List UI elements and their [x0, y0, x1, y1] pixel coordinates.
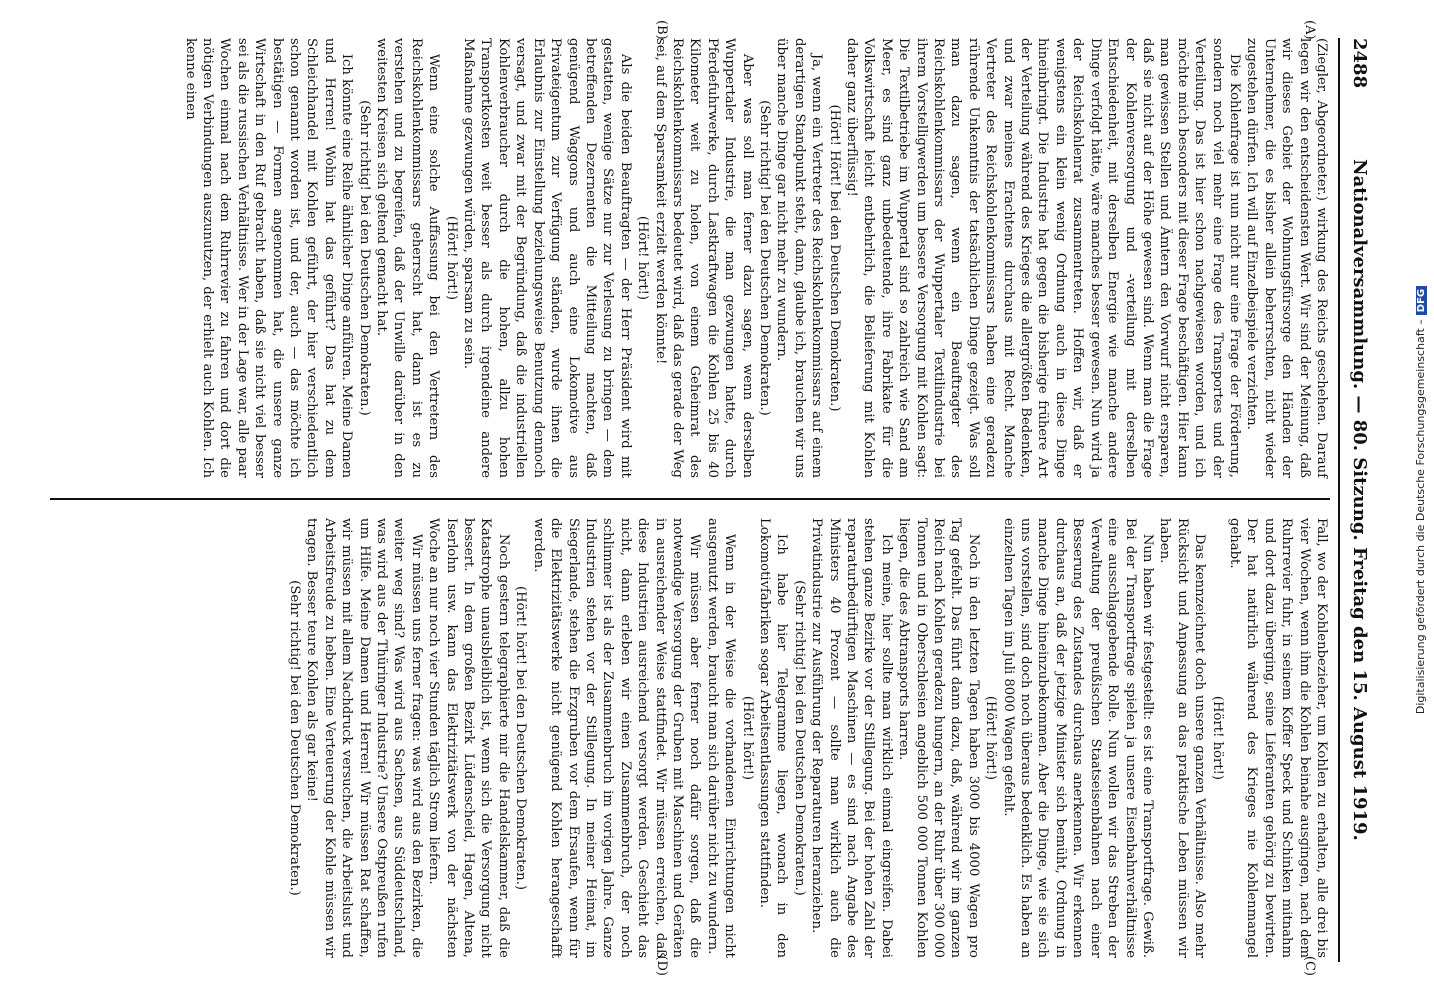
interjection: (Hört! hört!) [983, 695, 999, 781]
interjection: (Hört! Hört! bei den Deutschen Demokraten.) [826, 104, 842, 412]
paragraph: Das kennzeichnet doch unsere ganzen Verhältnisse. Also mehr Rücksicht und Anpassung an das praktische Leben müssen wir haben. [1157, 518, 1208, 958]
paragraph: Nun haben wir festgestellt: es ist eine Transportfrage. Gewiß. Bei der Transportfrage spielen ja unsere Eisenbahnverhältnisse eine ausschlaggebende Rolle. Nun wollen wir das Streben der Verwaltung der preußischen Staatseisenbahnen nach einer Besserung des Zustandes durchaus anerkennen. Wir erkennen durchaus an, daß der jetzige Minister sich bemüht, Ordnung in manche Dinge hineinzubekommen. Aber die Dinge, wie sie sich uns vorstellen, sind doch noch überaus bedenklich. Es haben an einzelnen Tagen im Juli 8000 Wagen gefehlt. [1000, 518, 1155, 958]
right-column [50, 518, 1330, 976]
digitization-note [1414, 220, 1430, 780]
paragraph: Ja, wenn ein Vertreter des Reichskohlenkommissars auf einem derartigen Standpunkt steht, dann, glaube ich, brauchen wir uns über manche Dinge gar nicht mehr zu wundern. [774, 38, 825, 478]
paragraph: (Ziegler, Abgeordneter.) wirkung des Reichs geschehen. Darauf legen wir den entscheidensten Wert. Wir sind der Meinung, daß wir dieses Gebiet der Wohnungsfürsorge den Händen der Unternehmer, die es bisher allein beherrschten, nicht wieder zugestehen dürfen. Ich will auf Einzelbeispiele verzichten. [1244, 38, 1329, 478]
interjection: (Sehr richtig! bei den Deutschen Demokraten.) [356, 100, 372, 416]
paragraph: Ich meine, hier sollte man wirklich einmal eingreifen. Dabei stehen ganze Bezirke vor der Stillegung. Bei der hohen Zahl der reparaturbedürftigen Maschinen — es sind nach Angabe des Ministers 40 Prozent — sollte man wirklich auch die Privatindustrie zur Ausführung der Reparaturen heranziehen. [809, 518, 894, 958]
interjection: (Sehr richtig! bei den Deutschen Demokraten.) [287, 580, 303, 896]
margin-marker-b: (B) [654, 20, 669, 40]
page-header [1344, 38, 1372, 962]
page-number: 2488 [1349, 38, 1370, 89]
paragraph: Als die beiden Beauftragten — der Herr Präsident wird mit gestatten, wenige Sätze nur zur Verlesung zu bringen — dem betreffenden Dezernenten die Mitteilung machten, daß genügend Waggons und auch eine Lokomotive aus Privateigentum zur Verfügung ständen, wurde ihnen die Erlaubnis zur Einstellung beziehungsweise Benutzung dennoch versagt, und zwar mit der Begründung, daß die industriellen Kohlenverbraucher durch die hohen, allzu hohen Transportkosten weit besser als durch irgendeine andere Maßnahme gezwungen würden, sparsam zu sein. [461, 38, 633, 478]
paragraph: Wenn in der Weise die vorhandenen Einrichtungen nicht ausgenutzt werden, braucht man sich darüber nicht zu wundern. [704, 518, 738, 958]
column-divider [50, 498, 1330, 500]
paragraph: Wenn eine solche Auffassung bei den Vertretern des Reichskohlenkommissars geherrscht hat, dann ist es zu verstehen und zu begreifen, daß der Unwille darüber in den weitesten Kreisen sich geltend gemacht hat. [374, 38, 442, 478]
document-page [42, 20, 1392, 976]
paragraph: Noch in den letzten Tagen haben 3000 bis 4000 Wagen pro Tag gefehlt. Das führt dann dazu, daß, während wir im ganzen Reich nach Kohlen geradezu hungern, an der Ruhr über 300 000 Tonnen und in Oberschlesien angeblich 500 000 Tonnen Kohlen liegen, die des Abtransports harren. [896, 518, 981, 958]
paragraph: Aber was soll man ferner dazu sagen, wenn derselben Wuppertaler Industrie, die man gezwungen hatte, durch Pferdefuhrwerke, durch Lastkraftwagen die Kohlen 25 bis 40 Kilometer weit zu holen, von einem Geheimrat des Reichskohlenkommissars bedeutet wird, daß das gerade der Weg sei, auf dem Sparsamkeit erzielt werden könnte! [652, 38, 755, 478]
paragraph: Fall, wo der Kohlenbezieher, um Kohlen zu erhalten, alle drei bis vier Wochen, wenn ihm die Kohlen beinahe ausgingen, nach dem Ruhrrevier fuhr, in seinem Koffer Speck und Schinken mitnahm und dort dazu überging, seine Lieferanten gehörig zu bewirten. Der hat natürlich während des Krieges nie Kohlenmangel gehabt. [1226, 518, 1329, 958]
paragraph: Die Kohlenfrage ist nun nicht nur eine Frage der Förderung, sondern noch viel mehr eine Frage des Transportes und der Verteilung. Das ist hier schon nachgewiesen worden, und ich möchte mich besonders mit dieser Frage beschäftigen. Hier kann man gewissen Stellen und Ämtern den Vorwurf nicht ersparen, daß sie nicht auf der Höhe gewesen sind. Wenn man die Frage der Kohlenversorgung und -verteilung mit derselben Entschiedenheit, mit derselben Energie wie manche andere Dinge verfolgt hätte, wäre manches besser gewesen. Nun wird ja der Reichskohlenrat zusammentreten. Hoffen wir, daß er wenigstens ein klein wenig Ordnung auch in diese Dinge hineinbringt. Die Industrie hat gegen die bisherige frühere Art der Verteilung während des Krieges die allergrößten Bedenken, und zwar meines Erachtens durchaus mit Recht. Manche Vertreter des Reichskohlenkommissars haben eine geradezu rührende Unkenntnis der tatsächlichen Dinge gezeigt. Was soll man dazu sagen, wenn ein Beauftragter des Reichskohlenkommissars der Wuppertaler Textilindustrie bei ihrem Vorstelligwerden um bessere Versorgung mit Kohlen sagt: Die Textilbetriebe im Wuppertal sind so zahlreich wie Sand am Meer, es sind ganz unbedeutende, ihre Fabrikate für die Volkswirtschaft leicht entbehrlich, die Belieferung mit Kohlen daher ganz überflüssig! [844, 38, 1242, 479]
interjection: (Sehr richtig! bei den Deutschen Demokraten.) [791, 580, 807, 896]
paragraph: Wir müssen aber ferner noch dafür sorgen, daß die notwendige Versorgung der Gruben mit Maschinen und Geräten in ausreichender Weise stattfindet. Wir müssen erreichen, daß diese Industrien ausreichend versorgt werden. Geschieht das nicht, dann erleben wir einen Zusammenbruch, der noch schlimmer ist als der Zusammenbruch im vorigen Jahre. Ganze Industrien stehen vor der Stillegung. In meiner Heimat, im Siegerlande, stehen die Erzgruben vor dem Ersaufen, wenn für die Elektrizitätswerke nicht genügend Kohlen herangeschafft werden. [530, 518, 703, 958]
paragraph: Ich könnte eine Reihe ähnlicher Dinge anführen. Meine Damen und Herren! Wohin hat das geführt? Das hat zu dem Schleichhandel mit Kohlen geführt, der hier verschiedentlich schon genannt worden ist, und der, auch — das möchte ich bestätigen — Formen angenommen hat, die unsere ganze Wirtschaft in den Ruf gebracht haben, daß sie nicht viel besser sei als die russischen Verhältnisse. Wer in der Lage war, alle paar Wochen einmal nach dem Ruhrrevier zu fahren und dort die nötigen Verbindungen auszunutzen, der erhielt auch Kohlen. Ich kenne einen [182, 38, 355, 478]
margin-marker-a: (A) [1302, 20, 1317, 40]
margin-marker-d: (D) [654, 955, 669, 976]
interjection: (Hört! hört!) [443, 215, 459, 301]
margin-marker-c: (C) [1302, 955, 1317, 976]
paragraph: Noch gestern telegraphierte mir die Handelskammer, daß die Katastrophe unausbleiblich ist, wenn sich die Versorgung nicht bessert. In dem großen Bezirk Lüdenscheid, Hagen, Altena, Iserlohn usw. kann das Elektrizitätswerk von der nächsten Woche an nur noch vier Stunden täglich Strom liefern. [426, 518, 511, 958]
interjection: (Hört! hört!) [739, 695, 755, 781]
interjection: (Hört! hört!) [635, 215, 651, 301]
dfg-logo: DFG [1416, 286, 1427, 315]
digitization-text: Digitalisierung gefördert durch die Deutsche Forschungsgemeinschaft – [1414, 319, 1427, 715]
interjection: (Sehr richtig! bei den Deutschen Demokraten.) [757, 100, 772, 416]
interjection: (Hört! hört!) [1209, 695, 1225, 781]
header-rule [1338, 38, 1340, 962]
session-title: Nationalversammlung. — 80. Sitzung. Freitag den 15. August 1919. [1349, 159, 1370, 841]
paragraph: Wir müssen uns ferner fragen: was wird aus den Bezirken, die weiter weg sind? Was wird aus Sachsen, aus Süddeutschland, was wird aus der Thüringer Industrie? Unsere Ostpreußen rufen um Hilfe. Meine Damen und Herren! Wir müssen Rat schaffen, wir müssen mit allem Nachdruck versuchen, die Arbeitslust und Arbeitsfreude zu heben. Eine Verteuerung der Kohle müssen wir tragen. Besser teure Kohlen als gar keine! [304, 518, 424, 958]
interjection: (Hört! hört! bei den Deutschen Demokraten.) [513, 585, 529, 890]
left-column [50, 20, 1330, 479]
paragraph: Ich habe hier Telegramme liegen, wonach in den Lokomotivfabriken sogar Arbeitsentlassungen stattfinden. [757, 518, 790, 958]
